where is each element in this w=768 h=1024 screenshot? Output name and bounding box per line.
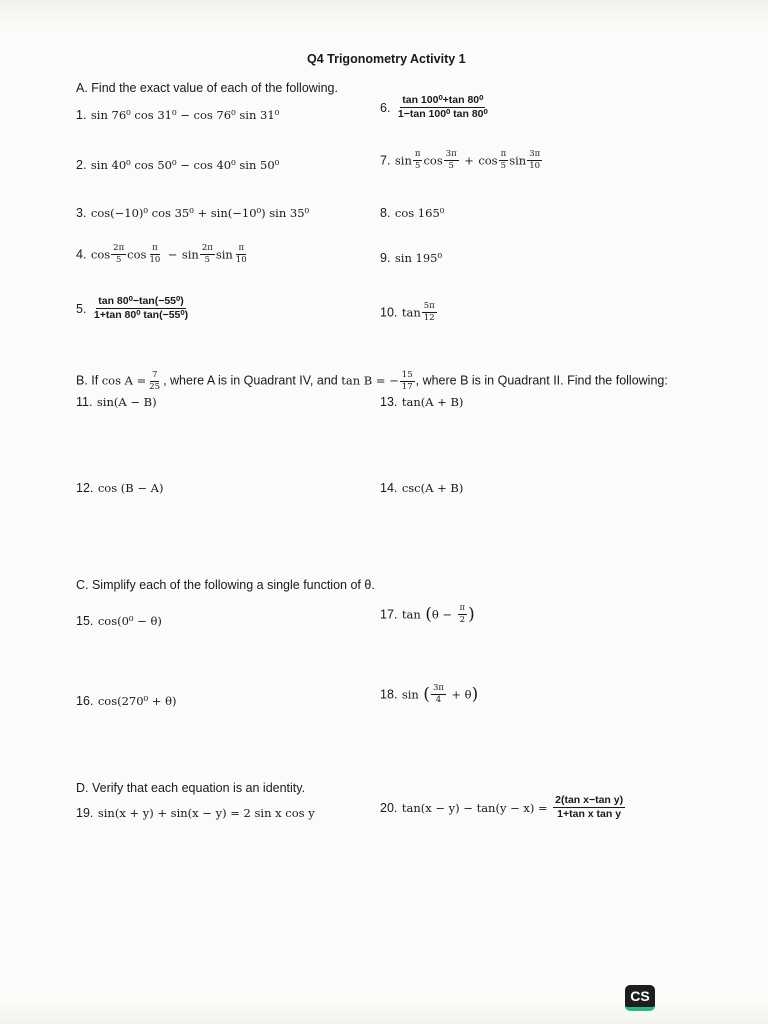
function-name: tan bbox=[401, 607, 421, 622]
fraction-denominator: 5 bbox=[115, 254, 122, 265]
fraction-numerator: π bbox=[152, 243, 158, 253]
angle-fraction bbox=[444, 150, 459, 171]
expression-part: + θ bbox=[451, 687, 472, 702]
problem-7 bbox=[380, 150, 543, 171]
fraction-numerator: π bbox=[414, 149, 421, 159]
worksheet-title: Q4 Trigonometry Activity 1 bbox=[307, 52, 466, 66]
section-c-heading: C. Simplify each of the following a single function of θ. bbox=[76, 578, 375, 592]
problem-3 bbox=[76, 204, 309, 222]
function-name: cos bbox=[127, 247, 147, 262]
problem-expression: sin(x + y) + sin(x − y) = 2 sin x cos y bbox=[97, 806, 315, 820]
operator: − bbox=[167, 247, 178, 262]
function-name: sin bbox=[181, 247, 199, 262]
problem-18 bbox=[380, 684, 478, 705]
problem-number: 2. bbox=[76, 158, 87, 172]
problem-number: 15. bbox=[76, 614, 94, 628]
logo-text: CS bbox=[630, 988, 650, 1004]
problem-expression: cos 165⁰ bbox=[394, 206, 445, 220]
angle-fraction bbox=[413, 150, 423, 171]
problem-5 bbox=[76, 296, 191, 321]
heading-text: , where A is in Quadrant IV, and bbox=[163, 373, 338, 388]
fraction-numerator: 3π bbox=[432, 683, 444, 693]
problem-expression: cos(0⁰ − θ) bbox=[97, 614, 162, 628]
problem-19 bbox=[76, 804, 315, 822]
angle-fraction bbox=[234, 244, 249, 265]
problem-14 bbox=[380, 479, 463, 497]
problem-number: 7. bbox=[380, 153, 391, 168]
problem-16 bbox=[76, 692, 177, 710]
problem-expression: cos(−10)⁰ cos 35⁰ + sin(−10⁰) sin 35⁰ bbox=[90, 206, 310, 220]
problem-15 bbox=[76, 612, 162, 630]
fraction-denominator: 5 bbox=[448, 160, 454, 171]
fraction-numerator: 3π bbox=[445, 149, 457, 159]
angle-fraction bbox=[422, 302, 437, 323]
section-d-heading: D. Verify that each equation is an identity. bbox=[76, 781, 306, 795]
heading-text: , where B is in Quadrant II. Find the following: bbox=[415, 373, 668, 388]
problem-expression: tan(A + B) bbox=[401, 395, 464, 409]
problem-6 bbox=[380, 95, 491, 120]
fraction-denominator: 5 bbox=[500, 160, 507, 171]
problem-2 bbox=[76, 156, 279, 174]
problem-number: 13. bbox=[380, 395, 398, 409]
problem-13 bbox=[380, 393, 463, 411]
problem-20 bbox=[380, 795, 626, 820]
problem-number: 19. bbox=[76, 806, 94, 820]
fraction-numerator: 2π bbox=[201, 243, 213, 253]
fraction-numerator: 2(tan x−tan y) bbox=[553, 795, 625, 808]
fraction-denominator: 1+tan 80⁰ tan(−55⁰) bbox=[93, 309, 189, 322]
problem-number: 9. bbox=[380, 251, 391, 265]
problem-expression: sin(A − B) bbox=[96, 395, 157, 409]
fraction-numerator: 5π bbox=[423, 301, 435, 311]
fraction-denominator: 1+tan x tan y bbox=[557, 808, 622, 821]
problem-11 bbox=[76, 393, 157, 411]
left-paren: ( bbox=[425, 604, 432, 625]
problem-fraction bbox=[553, 795, 625, 820]
problem-fraction bbox=[396, 95, 490, 120]
problem-10 bbox=[380, 302, 438, 323]
problem-number: 1. bbox=[76, 108, 87, 122]
equation-lhs: tan(x − y) − tan(y − x) = bbox=[401, 800, 548, 815]
problem-number: 10. bbox=[380, 305, 398, 320]
function-name: sin bbox=[509, 153, 527, 168]
fraction-numerator: 2π bbox=[113, 243, 125, 253]
cos-a-fraction bbox=[147, 371, 162, 392]
problem-expression: sin 76⁰ cos 31⁰ − cos 76⁰ sin 31⁰ bbox=[90, 108, 280, 122]
problem-17 bbox=[380, 604, 475, 625]
right-paren: ) bbox=[468, 604, 475, 625]
fraction-numerator: tan 80⁰−tan(−55⁰) bbox=[96, 296, 185, 309]
problem-number: 17. bbox=[380, 607, 398, 622]
tan-b-fraction bbox=[400, 371, 415, 392]
function-name: sin bbox=[401, 687, 419, 702]
fraction-denominator: 4 bbox=[435, 694, 442, 705]
problem-expression: sin 40⁰ cos 50⁰ − cos 40⁰ sin 50⁰ bbox=[90, 158, 280, 172]
fraction-numerator: 3π bbox=[529, 149, 541, 159]
expression-part: θ − bbox=[431, 607, 453, 622]
fraction-numerator: π bbox=[238, 243, 245, 253]
problem-fraction bbox=[92, 296, 190, 321]
function-name: tan bbox=[401, 305, 421, 320]
camscanner-logo bbox=[625, 985, 655, 1011]
fraction-numerator: 7 bbox=[151, 370, 158, 380]
function-name: cos bbox=[90, 247, 111, 262]
problem-expression: sin 195⁰ bbox=[394, 251, 443, 265]
angle-fraction bbox=[458, 604, 468, 625]
left-paren: ( bbox=[423, 684, 430, 705]
problem-1 bbox=[76, 106, 279, 124]
section-b-heading bbox=[76, 371, 668, 392]
angle-fraction bbox=[200, 244, 215, 265]
fraction-numerator: π bbox=[500, 149, 507, 159]
problem-number: 5. bbox=[76, 301, 87, 316]
given-cos-a: cos A = bbox=[101, 373, 147, 388]
function-name: cos bbox=[478, 153, 498, 168]
problem-number: 14. bbox=[380, 481, 398, 495]
problem-number: 20. bbox=[380, 800, 398, 815]
fraction-denominator: 10 bbox=[529, 160, 541, 171]
problem-number: 8. bbox=[380, 206, 391, 220]
problem-number: 4. bbox=[76, 247, 87, 262]
fraction-denominator: 5 bbox=[204, 254, 211, 265]
section-a-heading: A. Find the exact value of each of the following. bbox=[76, 81, 338, 95]
problem-number: 12. bbox=[76, 481, 94, 495]
angle-fraction bbox=[499, 150, 509, 171]
fraction-denominator: 1−tan 100⁰ tan 80⁰ bbox=[397, 108, 488, 121]
problem-expression: cos(270⁰ + θ) bbox=[97, 694, 177, 708]
angle-fraction bbox=[527, 150, 542, 171]
fraction-denominator: 5 bbox=[414, 160, 421, 171]
fraction-numerator: π bbox=[459, 603, 466, 613]
fraction-numerator: 15 bbox=[401, 370, 413, 380]
fraction-denominator: 2 bbox=[459, 614, 465, 625]
given-tan-b: tan B = − bbox=[341, 373, 399, 388]
problem-4 bbox=[76, 244, 250, 265]
problem-expression: cos (B − A) bbox=[97, 481, 164, 495]
angle-fraction bbox=[431, 684, 446, 705]
problem-number: 3. bbox=[76, 206, 87, 220]
problem-8 bbox=[380, 204, 444, 222]
problem-expression: csc(A + B) bbox=[401, 481, 464, 495]
fraction-denominator: 10 bbox=[235, 254, 247, 265]
angle-fraction bbox=[147, 244, 162, 265]
function-name: sin bbox=[394, 153, 412, 168]
fraction-denominator: 25 bbox=[149, 381, 161, 392]
problem-12 bbox=[76, 479, 163, 497]
angle-fraction bbox=[111, 244, 126, 265]
fraction-denominator: 17 bbox=[401, 381, 413, 392]
fraction-numerator: tan 100⁰+tan 80⁰ bbox=[400, 95, 485, 108]
function-name: cos bbox=[423, 153, 443, 168]
right-paren: ) bbox=[471, 684, 479, 705]
fraction-denominator: 12 bbox=[423, 312, 435, 323]
fraction-denominator: 10 bbox=[149, 254, 161, 265]
problem-9 bbox=[380, 249, 442, 267]
problem-number: 16. bbox=[76, 694, 94, 708]
problem-number: 18. bbox=[380, 687, 398, 702]
heading-text: B. If bbox=[76, 373, 99, 388]
problem-number: 6. bbox=[380, 100, 391, 115]
operator: + bbox=[464, 153, 474, 168]
function-name: sin bbox=[215, 247, 233, 262]
problem-number: 11. bbox=[76, 395, 93, 409]
